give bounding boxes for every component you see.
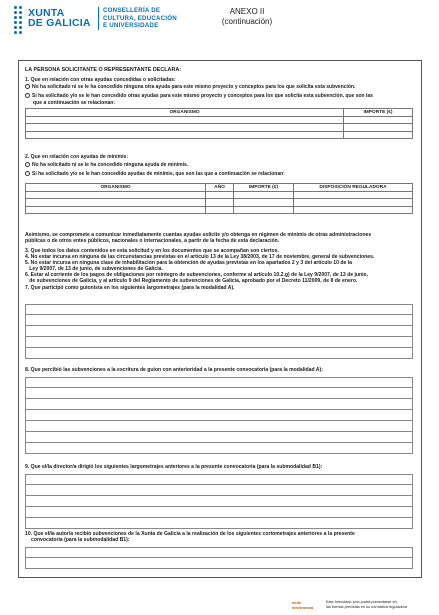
col-ano: AÑO xyxy=(206,184,234,192)
entry-line[interactable] xyxy=(25,474,413,485)
table-cell[interactable] xyxy=(206,191,234,199)
xunta-logo xyxy=(14,4,91,46)
annex-subtitle: (continuación) xyxy=(221,17,273,26)
table-cell[interactable] xyxy=(26,199,206,207)
radio-circle-icon[interactable] xyxy=(25,171,30,176)
col-importe: IMPORTE (€) xyxy=(234,184,294,192)
q1-option-yes-label-cont: que a continuación se relacionan: xyxy=(33,100,116,106)
q8-lines xyxy=(25,377,413,454)
q2-minimis-table xyxy=(25,183,413,214)
q1-option-no[interactable] xyxy=(25,84,355,90)
entry-line[interactable] xyxy=(25,421,413,432)
entry-line[interactable] xyxy=(25,388,413,399)
radio-circle-icon[interactable] xyxy=(25,84,30,89)
radio-circle-icon[interactable] xyxy=(25,162,30,167)
annex-heading xyxy=(217,7,277,27)
q1-aid-table xyxy=(25,108,413,139)
department-name: CONSELLERÍA DE CULTURA, EDUCACIÓN E UNIVERSIDADE xyxy=(98,7,177,30)
q1-label: 1. Que en relación con otras ayudas concedidas o solicitadas: xyxy=(25,77,176,83)
table-cell[interactable] xyxy=(26,206,206,214)
entry-line[interactable] xyxy=(25,507,413,518)
declaration-form xyxy=(18,60,422,578)
q1-option-yes-label: Sí ha solicitado y/o se le han concedido otras ayudas para este mismo proyecto y conceptos para los que solicita esta subvención, que son las xyxy=(32,93,373,99)
declaration-item: 4. No estar incursa en ninguna de las circunstancias previstas en el artículo 13 de la Ley 38/2003, de 17 de noviembre, general de subvenciones. xyxy=(25,254,375,260)
entry-line[interactable] xyxy=(25,348,413,359)
declaration-item: 5. No estar incursa en ninguna clase de inhabilitación para la obtención de ayudas previstas en los apartados 2 y 3 del artículo 10 de la xyxy=(25,260,352,266)
commitment-line-2: públicas o de otros entes públicos, nacionales o internacionales, a partir de la fecha de esta declaración. xyxy=(25,238,280,244)
table-cell[interactable] xyxy=(26,116,344,124)
commitment-line-1: Asimismo, se compromete a comunicar inmediatamente cuantas ayudas solicite y/o obtenga en régimen de minimis de otras administraciones xyxy=(25,232,372,238)
table-cell[interactable] xyxy=(344,116,413,124)
entry-line[interactable] xyxy=(25,315,413,326)
table-cell[interactable] xyxy=(294,199,413,207)
q10-label: 10. Que el/la autor/a recibió subvenciones de la Xunta de Galicia a la realización de los siguientes cortometrajes anteriores a la presente xyxy=(25,531,355,537)
declaration-item: Ley 9/2007, de 13 de junio, de subvenciones de Galicia. xyxy=(25,266,163,272)
annex-title: ANEXO II xyxy=(229,7,265,16)
q1-option-no-label: No ha solicitado ni se le ha concedido ninguna otra ayuda para este mismo proyecto y conceptos para los que solicita esta subvención. xyxy=(32,84,356,90)
table-cell[interactable] xyxy=(344,131,413,139)
table-cell[interactable] xyxy=(26,131,344,139)
q2-option-yes[interactable] xyxy=(25,171,285,177)
sede-electronica-badge: sede electrónica xyxy=(292,600,314,610)
q2-option-no[interactable] xyxy=(25,162,188,168)
entry-line[interactable] xyxy=(25,337,413,348)
footer-note-line-1: Este formulario sólo podrá presentarse en xyxy=(326,600,397,604)
section-title: LA PERSONA SOLICITANTE O REPRESENTANTE DECLARA: xyxy=(25,67,182,73)
declaration-item: 7. Que participó como guionista en los siguientes largometrajes (para la modalidad A). xyxy=(25,285,235,291)
col-disposicion: DISPOSICIÓN REGULADORA xyxy=(294,184,413,192)
table-cell[interactable] xyxy=(234,199,294,207)
col-organismo: ORGANISMO xyxy=(26,109,344,117)
table-cell[interactable] xyxy=(206,199,234,207)
entry-line[interactable] xyxy=(25,377,413,388)
table-cell[interactable] xyxy=(206,206,234,214)
entry-line[interactable] xyxy=(25,326,413,337)
org-name: XUNTA DE GALICIA xyxy=(28,7,91,29)
entry-line[interactable] xyxy=(25,547,413,558)
table-cell[interactable] xyxy=(26,191,206,199)
table-cell[interactable] xyxy=(234,206,294,214)
q9-lines xyxy=(25,474,413,529)
q9-label: 9. Que el/la director/a dirigió los siguientes largometrajes anteriores a la presente convocatoria (para la submodalidad B1): xyxy=(25,464,323,470)
entry-line[interactable] xyxy=(25,496,413,507)
declaration-item: 3. Que todos los datos contenidos en esta solicitud y en los documentos que se acompañan son ciertos. xyxy=(25,248,279,254)
col-importe: IMPORTE (€) xyxy=(344,109,413,117)
q2-label: 2. Que en relación con ayudas de minimis: xyxy=(25,154,129,160)
footer-note xyxy=(326,600,407,609)
entry-line[interactable] xyxy=(25,518,413,529)
q7-film-lines xyxy=(25,304,413,359)
entry-line[interactable] xyxy=(25,558,413,569)
radio-circle-icon[interactable] xyxy=(25,93,30,98)
col-organismo: ORGANISMO xyxy=(26,184,206,192)
entry-line[interactable] xyxy=(25,432,413,443)
entry-line[interactable] xyxy=(25,443,413,454)
entry-line[interactable] xyxy=(25,485,413,496)
table-cell[interactable] xyxy=(344,124,413,132)
table-cell[interactable] xyxy=(234,191,294,199)
q10-label-cont: convocatoria (para la submodalidad B1): xyxy=(31,537,130,543)
declaration-item: de subvenciones de Galicia, y al artículo 9 del Reglamento de subvenciones de Galicia, aprobado por el Decreto 11/2009, de 8 de enero. xyxy=(25,278,358,284)
header xyxy=(14,4,434,48)
table-cell[interactable] xyxy=(26,124,344,132)
entry-line[interactable] xyxy=(25,304,413,315)
table-cell[interactable] xyxy=(294,191,413,199)
q2-option-yes-label: Sí ha solicitado y/o se le han concedido ayudas de minimis, que son las que a continuación se relacionan: xyxy=(32,171,285,177)
footer-note-line-2: las formas previstas en su normativa reguladora xyxy=(326,604,408,609)
declaration-item: 6. Estar al corriente de los pagos de obligaciones por reintegro de subvenciones, conforme al artículo 10.2.g) de la Ley 9/2007, de 13 de junio, xyxy=(25,272,369,278)
entry-line[interactable] xyxy=(25,410,413,421)
q8-label: 8. Que percibió las subvenciones a la escritura de guion con anterioridad a la presente convocatoria (para la modalidad A): xyxy=(25,367,323,373)
q2-option-no-label: No ha solicitado ni se le ha concedido ninguna ayuda de minimis. xyxy=(32,162,189,168)
table-cell[interactable] xyxy=(294,206,413,214)
xunta-emblem-icon xyxy=(14,6,25,40)
q1-option-yes[interactable] xyxy=(25,93,373,99)
entry-line[interactable] xyxy=(25,399,413,410)
q10-lines xyxy=(25,547,413,569)
